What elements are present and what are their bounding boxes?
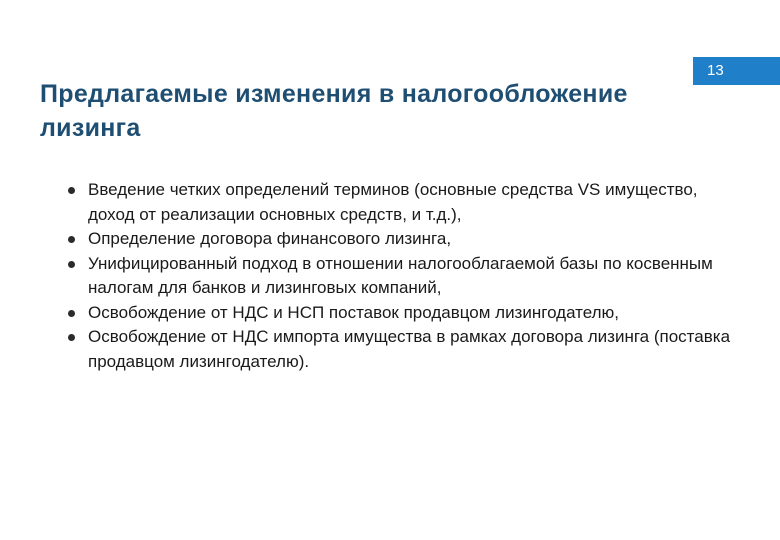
bullet-item bbox=[68, 178, 748, 227]
page-number-badge: 13 bbox=[693, 57, 780, 85]
bullet-text: Определение договора финансового лизинга, bbox=[88, 229, 452, 248]
bullet-dot-icon bbox=[68, 187, 75, 194]
bullet-text: Унифицированный подход в отношении налогооблагаемой базы по косвенным налогам для банков и лизинговых компаний, bbox=[88, 253, 713, 297]
bullet-dot-icon bbox=[68, 236, 75, 243]
bullet-item bbox=[68, 252, 748, 301]
slide-title: Предлагаемые изменения в налогообложение лизинга bbox=[40, 80, 628, 142]
bullet-dot-icon bbox=[68, 310, 75, 317]
bullet-item bbox=[68, 301, 748, 326]
bullet-text: Освобождение от НДС и НСП поставок продавцом лизингодателю, bbox=[88, 302, 620, 322]
bullet-item bbox=[68, 325, 748, 374]
bullet-text: Освобождение от НДС импорта имущества в рамках договора лизинга (поставка продавцом лизингодателю). bbox=[88, 327, 731, 371]
bullet-list bbox=[68, 178, 748, 374]
bullet-item bbox=[68, 227, 748, 252]
bullet-text: Введение четких определений терминов (основные средства VS имущество, доход от реализации основных средств, и т.д.), bbox=[88, 180, 698, 224]
bullet-dot-icon bbox=[68, 334, 75, 341]
bullet-dot-icon bbox=[68, 261, 75, 268]
